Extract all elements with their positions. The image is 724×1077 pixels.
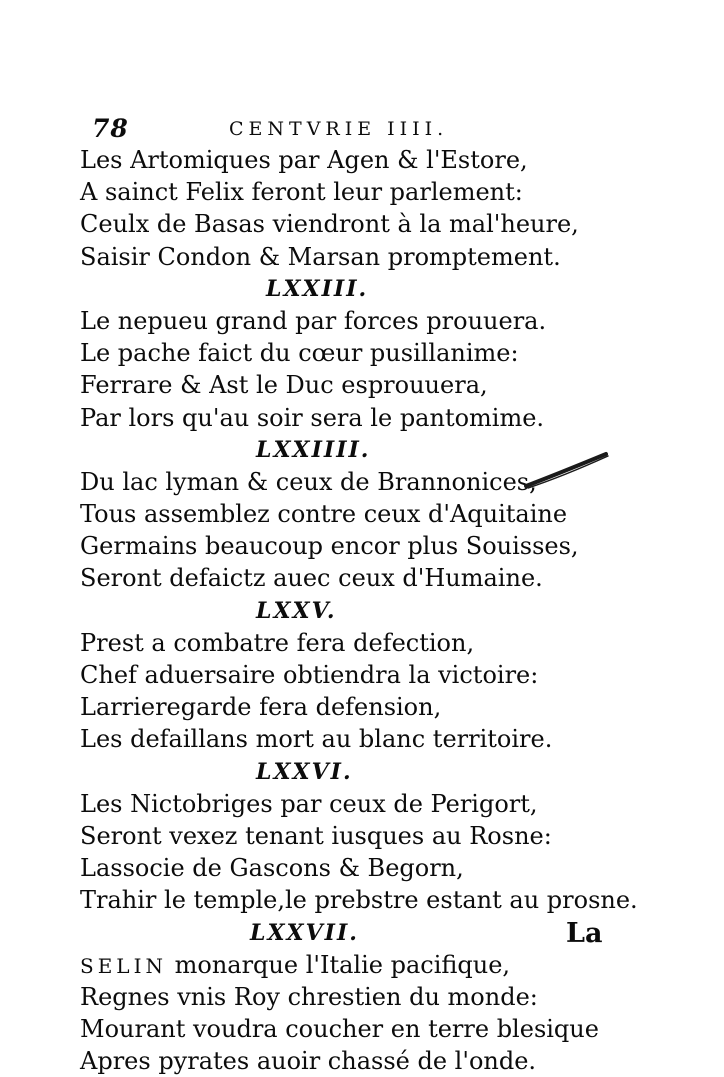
verse-line: Les Artomiques par Agen & l'Estore, <box>80 146 528 174</box>
verse-line: Mourant voudra coucher en terre blesique <box>80 1015 599 1044</box>
verse-line: Le pache faict du cœur pusillanime: <box>80 339 519 368</box>
verse-line: Du lac lyman & ceux de Brannonices, <box>80 467 537 496</box>
verse-line: Germains beaucoup encor plus Souisses, <box>80 532 579 561</box>
verse-line: Le nepueu grand par forces prouuera. <box>80 306 547 335</box>
verse-line: Les defaillans mort au blanc territoire. <box>80 725 553 754</box>
verse-line: Prest a combatre fera defection, <box>80 628 475 657</box>
verse-line: A sainct Felix feront leur parlement: <box>80 178 523 207</box>
verse-line: Seront defaictz auec ceux d'Humaine. <box>80 564 543 593</box>
verse-line-rest: monarque l'Italie pacifique, <box>166 950 511 979</box>
running-head: CENTVRIE IIII. <box>229 118 449 140</box>
first-word-small-caps: SELIN <box>80 953 167 978</box>
verse-line: Chef aduersaire obtiendra la victoire: <box>80 661 539 689</box>
verse-line: Saisir Condon & Marsan promptement. <box>80 242 561 271</box>
verse-line: Seront vexez tenant iusques au Rosne: <box>80 821 552 850</box>
pen-mark-icon <box>522 446 612 496</box>
verse-line: Trahir le temple,le prebstre estant au prosne. <box>80 886 638 915</box>
verse-line: Apres pyrates auoir chassé de l'onde. <box>80 1047 537 1076</box>
verse-line: Regnes vnis Roy chrestien du monde: <box>80 982 538 1011</box>
quatrain-number: LXXIIII. <box>256 436 371 463</box>
quatrain-number: LXXV. <box>256 597 337 624</box>
verse-line: Les Nictobriges par ceux de Perigort, <box>80 789 538 818</box>
quatrain-number: LXXVI. <box>256 758 353 785</box>
page-header <box>92 114 472 144</box>
catchword: La <box>566 918 603 949</box>
quatrain-number: LXXVII. <box>250 919 359 946</box>
verse-line <box>80 949 550 981</box>
verse-line: Tous assemblez contre ceux d'Aquitaine <box>80 500 568 529</box>
verse-line: Ceulx de Basas viendront à la mal'heure, <box>80 210 579 239</box>
verse-line: Ferrare & Ast le Duc esprouuera, <box>80 371 488 400</box>
quatrain-number: LXXIII. <box>266 275 369 302</box>
verse-line: Lassocie de Gascons & Begorn, <box>80 854 464 883</box>
page-number: 78 <box>92 114 129 143</box>
verse-line: Larrieregarde fera defension, <box>80 693 442 722</box>
verse-text <box>80 144 638 1077</box>
verse-line: Par lors qu'au soir sera le pantomime. <box>80 403 545 432</box>
